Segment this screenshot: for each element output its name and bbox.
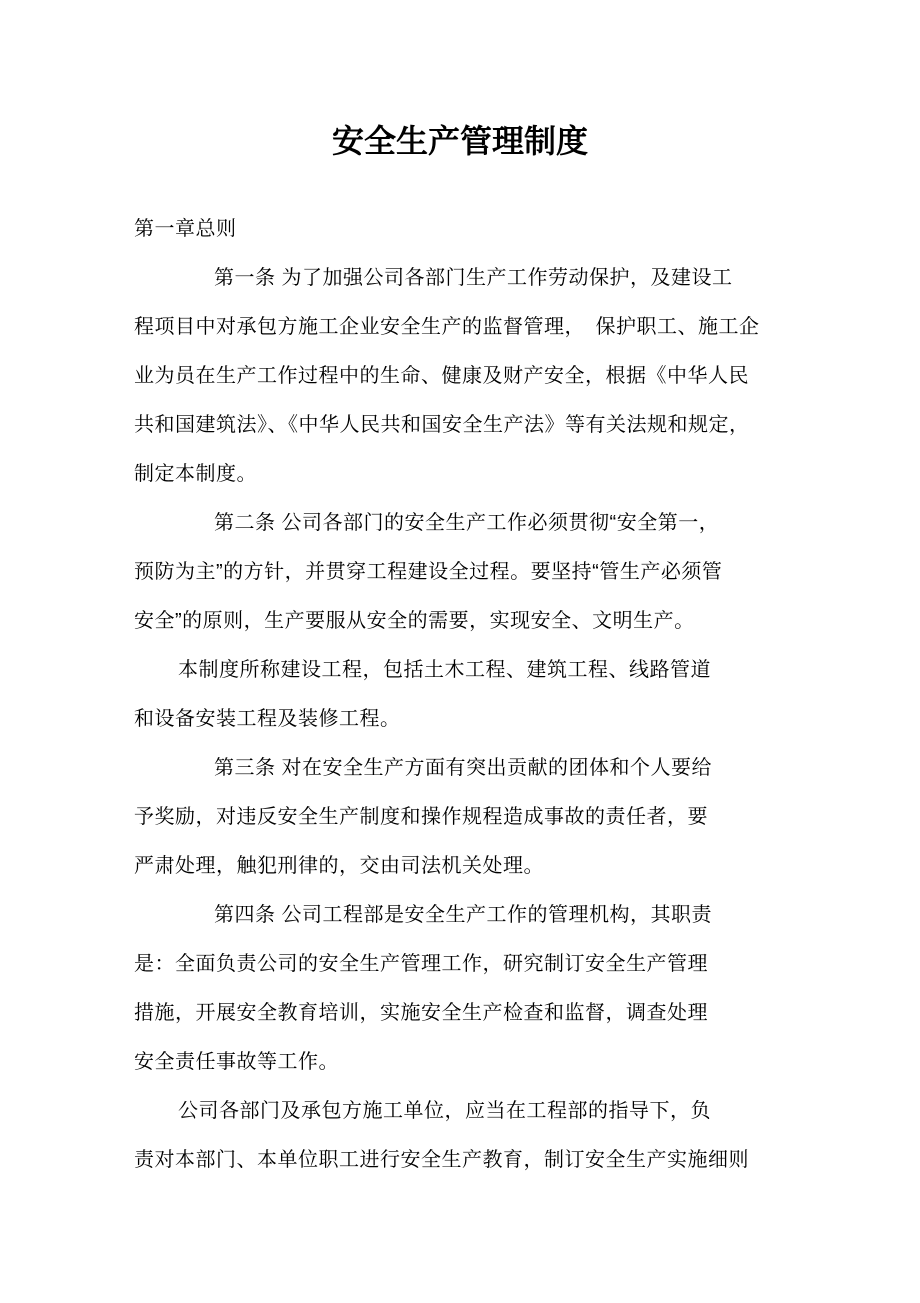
document-line: 共和国建筑法》、《中华人民共和国安全生产法》等有关法规和规定， bbox=[134, 414, 750, 436]
document-line: 第一章总则 bbox=[134, 218, 237, 240]
document-body bbox=[134, 205, 800, 1185]
document-line: 严肃处理，触犯刑律的，交由司法机关处理。 bbox=[134, 855, 544, 877]
document-line: 制定本制度。 bbox=[134, 463, 257, 485]
document-line: 程项目中对承包方施工企业安全生产的监督管理， 保护职工、施工企 bbox=[134, 316, 760, 338]
page-title: 安全生产管理制度 bbox=[331, 123, 588, 159]
document-line: 第四条 公司工程部是安全生产工作的管理机构，其职责 bbox=[214, 904, 713, 926]
document-line: 第一条 为了加强公司各部门生产工作劳动保护，及建设工 bbox=[214, 267, 733, 289]
document-line: 予奖励，对违反安全生产制度和操作规程造成事故的责任者，要 bbox=[134, 806, 708, 828]
document-line: 措施，开展安全教育培训，实施安全生产检查和监督，调查处理 bbox=[134, 1002, 708, 1024]
document-line: 第三条 对在安全生产方面有突出贡献的团体和个人要给 bbox=[214, 757, 713, 779]
document-line: 责对本部门、本单位职工进行安全生产教育，制订安全生产实施细则 bbox=[134, 1149, 749, 1171]
document-line: 本制度所称建设工程，包括土木工程、建筑工程、线路管道 bbox=[178, 659, 711, 681]
document-line: 是：全面负责公司的安全生产管理工作，研究制订安全生产管理 bbox=[134, 953, 708, 975]
document-line: 和设备安装工程及装修工程。 bbox=[134, 708, 401, 730]
document-line: 安全”的原则，生产要服从安全的需要，实现安全、文明生产。 bbox=[134, 610, 695, 632]
document-line: 预防为主”的方针，并贯穿工程建设全过程。要坚持“管生产必须管 bbox=[134, 561, 723, 583]
document-line: 第二条 公司各部门的安全生产工作必须贯彻“安全第一， bbox=[214, 512, 720, 534]
document-line: 公司各部门及承包方施工单位，应当在工程部的指导下，负 bbox=[178, 1100, 711, 1122]
document-line: 安全责任事故等工作。 bbox=[134, 1051, 339, 1073]
document-line: 业为员在生产工作过程中的生命、健康及财产安全，根据《中华人民 bbox=[134, 365, 749, 387]
